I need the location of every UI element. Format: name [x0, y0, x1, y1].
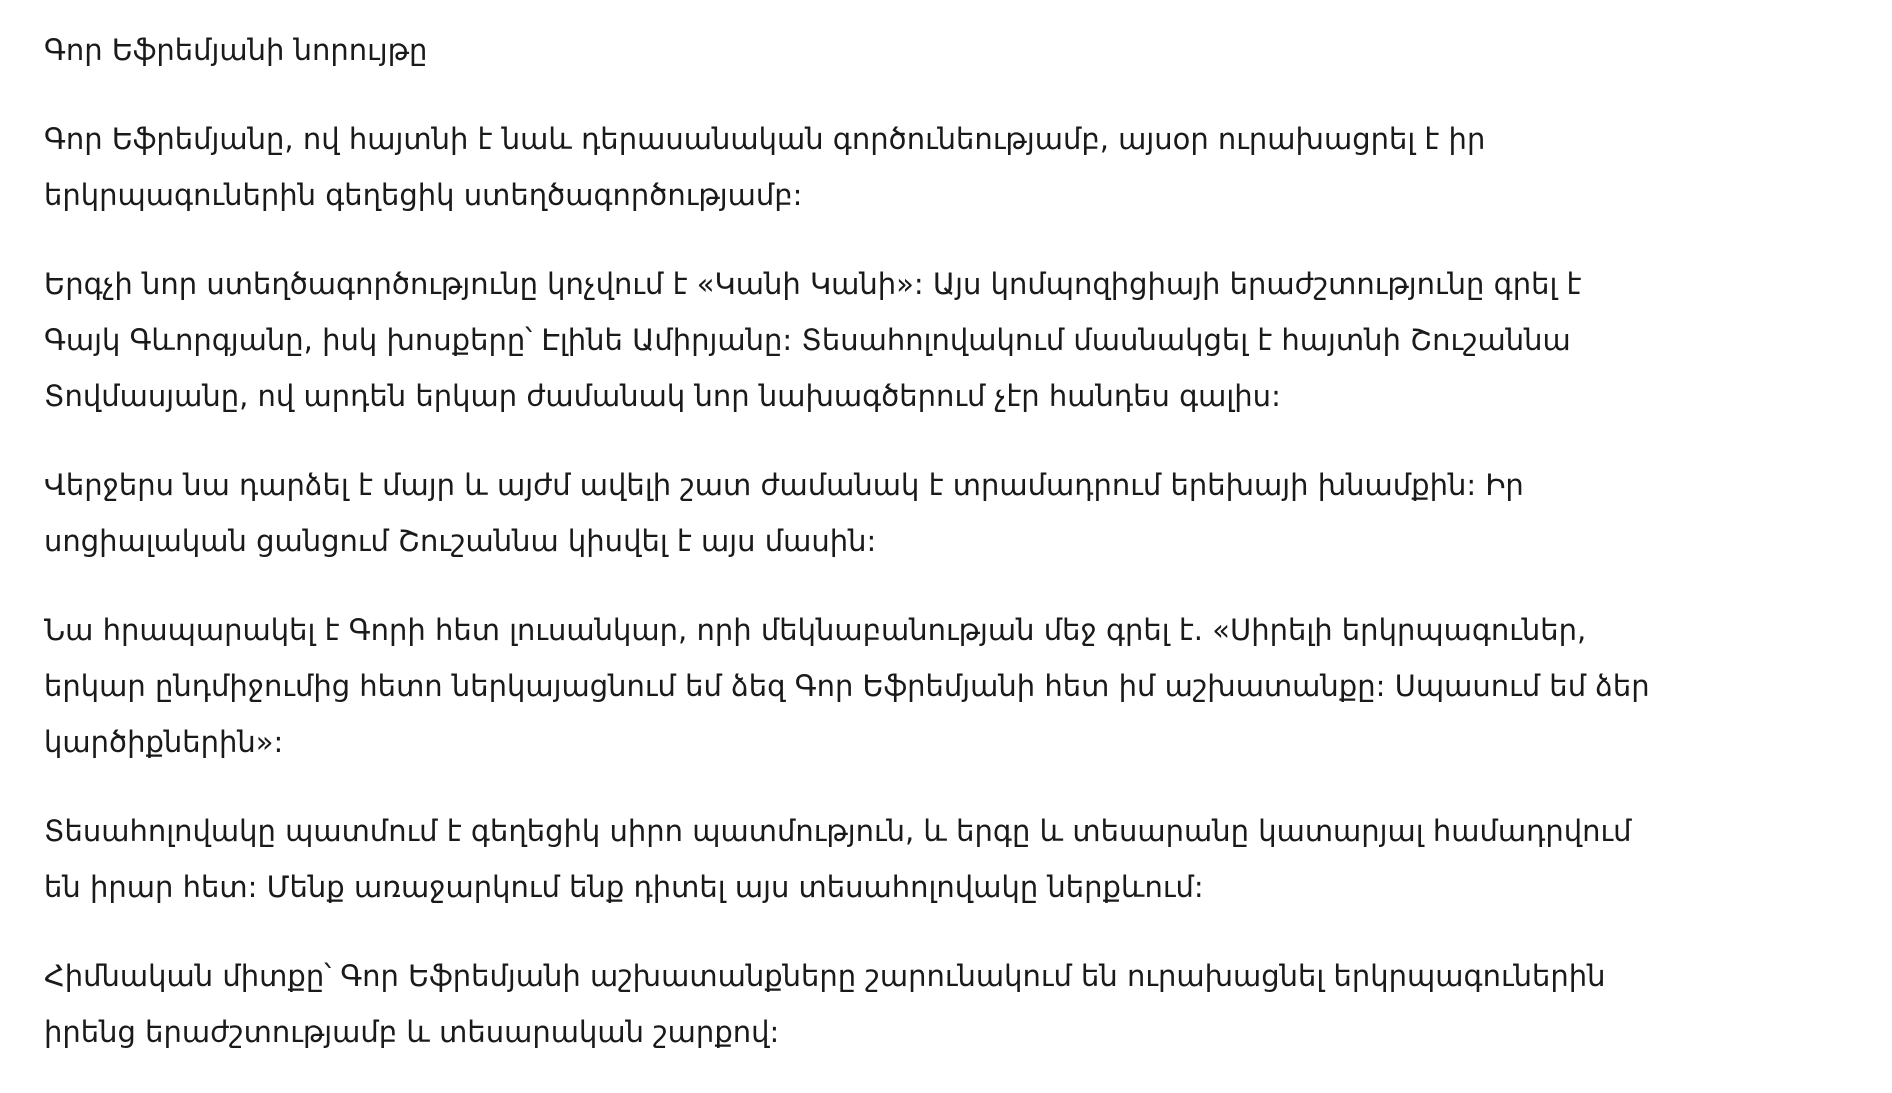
article-paragraph: Նա հրապարակել է Գորի հետ լուսանկար, որի մեկնաբանության մեջ գրել է. «Սիրելի երկրպագուներ, երկար ընդմիջումից հետո ներկայացնում եմ ձեզ Գոր Եֆրեմյանի հետ իմ աշխատանքը: Սպասում եմ ձեր կարծիքներին»:: [44, 613, 1650, 759]
article-paragraph: Երգչի նոր ստեղծագործությունը կոչվում է «Կանի Կանի»: Այս կոմպոզիցիայի երաժշտությունը գրել է Գայկ Գևորգյանը, իսկ խոսքերը՝ Էլինե Ամիրյանը: Տեսահոլովակում մասնակցել է հայտնի Շուշաննա Տովմասյանը, ով արդեն երկար ժամանակ նոր նախագծերում չէր հանդես գալիս:: [44, 267, 1582, 413]
article-paragraph: Վերջերս նա դարձել է մայր և այժմ ավելի շատ ժամանակ է տրամադրում երեխայի խնամքին: Իր սոցիալական ցանցում Շուշաննա կիսվել է այս մասին:: [44, 468, 1524, 558]
article-paragraph: Հիմնական միտքը՝ Գոր Եֆրեմյանի աշխատանքները շարունակում են ուրախացնել երկրպագուներին իրենց երաժշտությամբ և տեսարական շարքով:: [44, 959, 1606, 1049]
article-title: Գոր Եֆրեմյանի նորույթը: [44, 33, 428, 67]
article-paragraph: Տեսահոլովակը պատմում է գեղեցիկ սիրո պատմություն, և երգը և տեսարանը կատարյալ համադրվում են իրար հետ: Մենք առաջարկում ենք դիտել այս տեսահոլովակը ներքևում:: [44, 814, 1632, 904]
article: [44, 22, 1664, 1093]
article-paragraph: Գոր Եֆրեմյանը, ով հայտնի է նաև դերասանական գործունեությամբ, այսօր ուրախացրել է իր երկրպագուներին գեղեցիկ ստեղծագործությամբ:: [44, 122, 1486, 212]
